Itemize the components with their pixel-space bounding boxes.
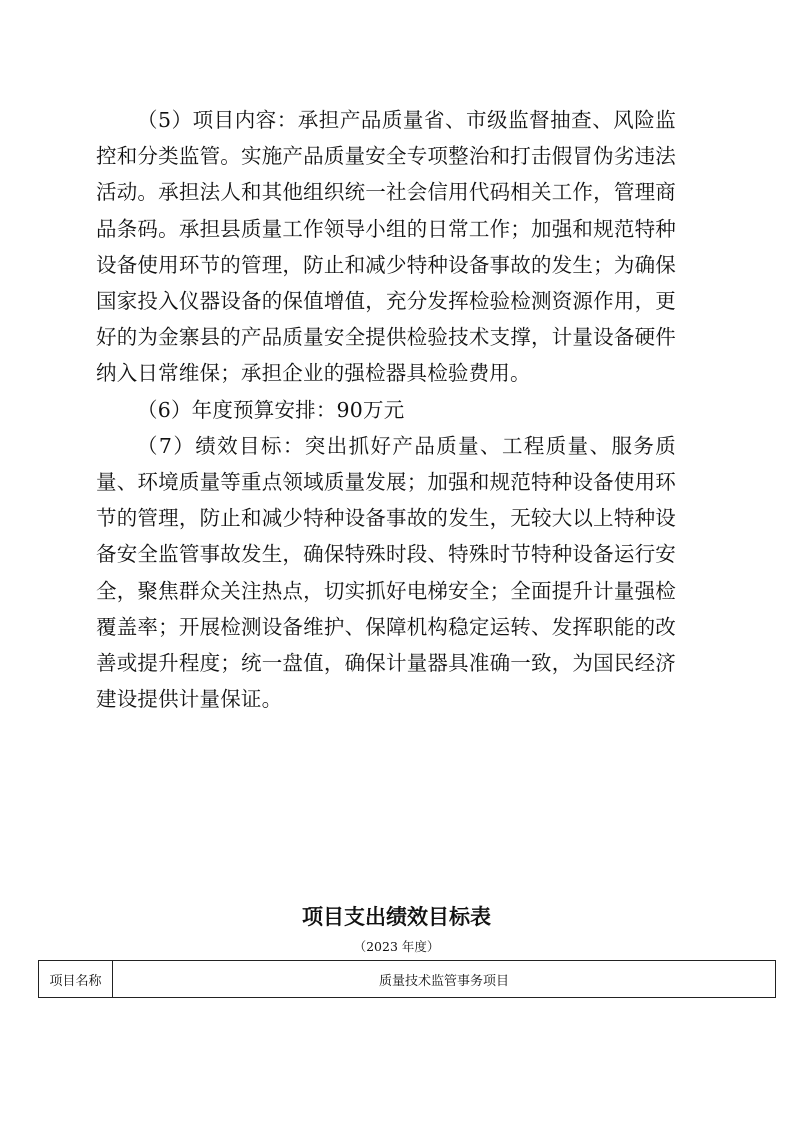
table-cell-value: 质量技术监管事务项目 (113, 961, 776, 998)
table-row (39, 961, 776, 998)
table-cell-label: 项目名称 (39, 961, 113, 998)
table-title: 项目支出绩效目标表 (302, 905, 491, 929)
performance-target-table (38, 960, 776, 998)
body-text (96, 102, 676, 717)
paragraph-performance-goal: （7）绩效目标：突出抓好产品质量、工程质量、服务质量、环境质量等重点领域质量发展；加强和规范特种设备使用环节的管理，防止和减少特种设备事故的发生，无较大以上特种设备安全监管事故发生，确保特殊时段、特殊时节特种设备运行安全，聚焦群众关注热点，切实抓好电梯安全；全面提升计量强检覆盖率；开展检测设备维护、保障机构稳定运转、发挥职能的改善或提升程度；统一盘值，确保计量器具准确一致，为国民经济建设提供计量保证。 (96, 433, 676, 712)
paragraph-annual-budget: （6）年度预算安排：90万元 (137, 397, 405, 422)
table-subtitle: （2023 年度） (353, 939, 440, 954)
paragraph-project-content: （5）项目内容：承担产品质量省、市级监督抽查、风险监控和分类监管。实施产品质量安全专项整治和打击假冒伪劣违法活动。承担法人和其他组织统一社会信用代码相关工作，管理商品条码。承担县质量工作领导小组的日常工作；加强和规范特种设备使用环节的管理，防止和减少特种设备事故的发生；为确保国家投入仪器设备的保值增值，充分发挥检验检测资源作用，更好的为金寨县的产品质量安全提供检验技术支撑，计量设备硬件纳入日常维保；承担企业的强检器具检验费用。 (96, 108, 676, 386)
